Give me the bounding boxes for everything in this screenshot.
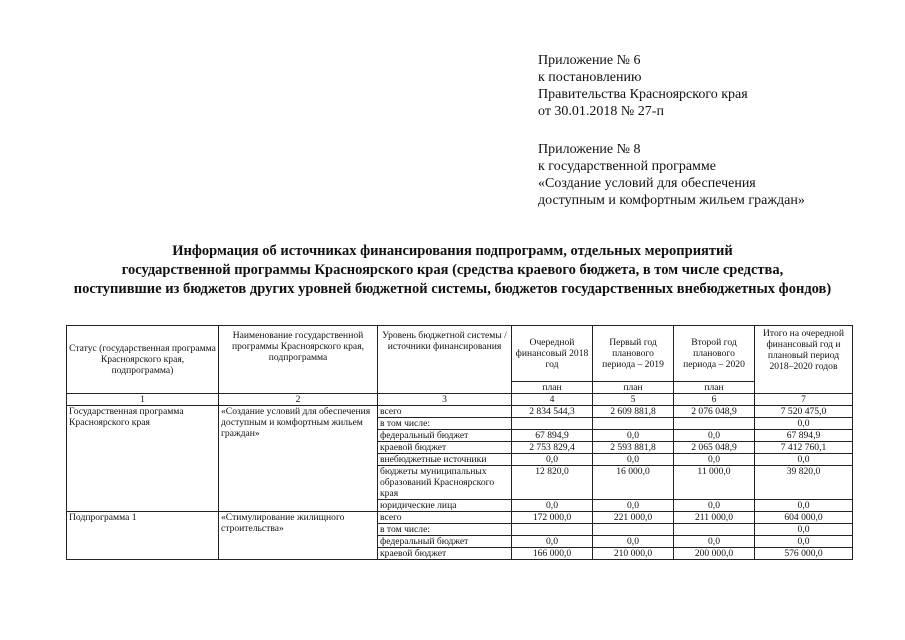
program-name-cell: «Создание условий для обеспечения доступным и комфортным жильем граждан» [219,406,378,512]
header-level: Уровень бюджетной системы / источники финансирования [378,326,512,394]
column-index-row [67,394,853,406]
level-cell: бюджеты муниципальных образований Красноярского края [378,466,512,500]
level-cell: в том числе: [378,418,512,430]
appendix-8-line-3: «Создание условий для обеспечения [538,176,756,191]
value-total: 7 412 760,1 [755,442,853,454]
header-status: Статус (государственная программа Красноярского края, подпрограмма) [67,326,219,394]
header-row [67,326,853,382]
plan-2020: план [674,382,755,394]
value-2020: 11 000,0 [674,466,755,500]
value-total: 0,0 [755,536,853,548]
level-cell: федеральный бюджет [378,430,512,442]
header-total: Итого на очередной финансовый год и плановый период 2018–2020 годов [755,326,853,394]
value-2019: 2 609 881,8 [593,406,674,418]
subprogram-status-cell: Подпрограмма 1 [67,512,219,560]
appendix-6-line-3: Правительства Красноярского края [538,87,748,102]
plan-2019: план [593,382,674,394]
document-title [20,242,885,299]
value-2019: 0,0 [593,536,674,548]
value-2018: 67 894,9 [512,430,593,442]
value-2018: 2 753 829,4 [512,442,593,454]
value-2020: 200 000,0 [674,548,755,560]
level-cell: внебюджетные источники [378,454,512,466]
value-2019: 0,0 [593,454,674,466]
value-2018: 12 820,0 [512,466,593,500]
value-2018: 0,0 [512,500,593,512]
appendix-6-block [538,52,748,120]
title-line-3: поступившие из бюджетов других уровней бюджетной системы, бюджетов государственных внебюджетных фондов) [73,281,832,297]
value-2018: 2 834 544,3 [512,406,593,418]
column-index: 3 [378,394,512,406]
level-cell: краевой бюджет [378,548,512,560]
value-2020: 2 065 048,9 [674,442,755,454]
column-index: 4 [512,394,593,406]
value-2020: 211 000,0 [674,512,755,524]
column-index: 6 [674,394,755,406]
appendix-8-line-2: к государственной программе [538,159,716,174]
value-2019: 0,0 [593,500,674,512]
level-cell: краевой бюджет [378,442,512,454]
value-total: 604 000,0 [755,512,853,524]
value-total: 0,0 [755,454,853,466]
appendix-6-line-1: Приложение № 6 [538,53,641,68]
header-2018: Очередной финансовый 2018 год [512,326,593,382]
value-2019: 0,0 [593,430,674,442]
value-2019: 16 000,0 [593,466,674,500]
value-2020: 2 076 048,9 [674,406,755,418]
level-cell: в том числе: [378,524,512,536]
column-index: 1 [67,394,219,406]
value-2020 [674,524,755,536]
level-cell: всего [378,406,512,418]
value-2018: 0,0 [512,454,593,466]
header-2019: Первый год планового периода – 2019 [593,326,674,382]
subprogram-name-cell: «Стимулирование жилищного строительства» [219,512,378,560]
value-2019: 221 000,0 [593,512,674,524]
column-index: 2 [219,394,378,406]
program-status-cell: Государственная программа Красноярского края [67,406,219,512]
appendix-6-line-2: к постановлению [538,70,642,85]
value-total: 0,0 [755,524,853,536]
value-2018 [512,524,593,536]
value-total: 39 820,0 [755,466,853,500]
financing-table [66,325,853,560]
column-index: 5 [593,394,674,406]
header-2020: Второй год планового периода – 2020 [674,326,755,382]
value-2019 [593,418,674,430]
value-2018 [512,418,593,430]
level-cell: всего [378,512,512,524]
level-cell: юридические лица [378,500,512,512]
level-cell: федеральный бюджет [378,536,512,548]
appendix-6-line-4: от 30.01.2018 № 27-п [538,104,664,119]
value-2020 [674,418,755,430]
value-2018: 172 000,0 [512,512,593,524]
title-line-2: государственной программы Красноярского края (средства краевого бюджета, в том числе средства, [121,262,784,278]
header-name: Наименование государственной программы Красноярского края, подпрограмма [219,326,378,394]
value-2020: 0,0 [674,536,755,548]
value-2019: 210 000,0 [593,548,674,560]
column-index: 7 [755,394,853,406]
appendix-8-line-1: Приложение № 8 [538,142,641,157]
value-total: 576 000,0 [755,548,853,560]
value-2020: 0,0 [674,454,755,466]
value-total: 0,0 [755,500,853,512]
value-2020: 0,0 [674,430,755,442]
value-2018: 166 000,0 [512,548,593,560]
title-line-1: Информация об источниках финансирования подпрограмм, отдельных мероприятий [172,243,733,259]
value-2018: 0,0 [512,536,593,548]
value-total: 67 894,9 [755,430,853,442]
appendix-8-line-4: доступным и комфортным жильем граждан» [538,193,805,208]
value-2019: 2 593 881,8 [593,442,674,454]
value-total: 7 520 475,0 [755,406,853,418]
value-2020: 0,0 [674,500,755,512]
value-2019 [593,524,674,536]
plan-2018: план [512,382,593,394]
table-row [67,406,853,418]
table-row [67,512,853,524]
appendix-8-block [538,141,805,209]
value-total: 0,0 [755,418,853,430]
